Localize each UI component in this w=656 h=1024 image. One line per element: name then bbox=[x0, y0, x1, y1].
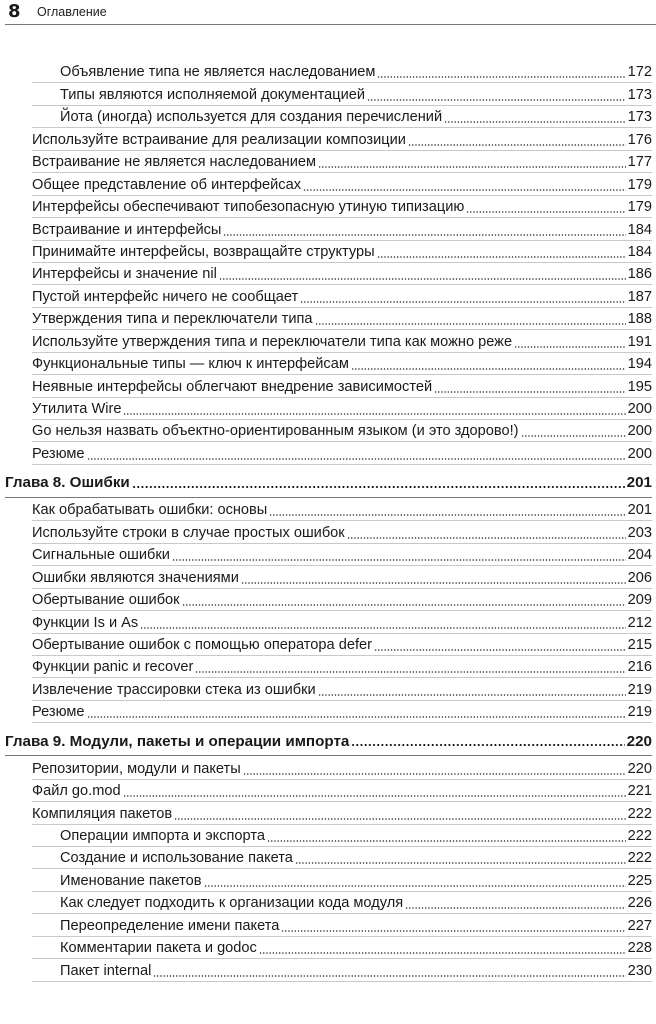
toc-entry-page: 216 bbox=[627, 659, 652, 676]
toc-entry bbox=[0, 564, 656, 586]
toc-entry-title: Обертывание ошибок с помощью оператора defer bbox=[32, 636, 372, 653]
dot-leader bbox=[377, 256, 626, 258]
toc-entry-page: 173 bbox=[627, 86, 652, 103]
dot-leader bbox=[172, 559, 626, 561]
dot-leader bbox=[174, 818, 625, 820]
toc-entry bbox=[0, 440, 656, 462]
toc-entry-page: 179 bbox=[627, 176, 652, 193]
running-title: Оглавление bbox=[37, 5, 107, 19]
toc-entry bbox=[0, 867, 656, 889]
dot-leader bbox=[300, 301, 625, 303]
toc-entry-page: 184 bbox=[627, 221, 652, 238]
dot-leader bbox=[315, 323, 626, 325]
toc-entry-page: 184 bbox=[627, 243, 652, 260]
toc-entry-page: 172 bbox=[627, 64, 652, 81]
toc-entry-title: Пустой интерфейс ничего не сообщает bbox=[32, 288, 299, 305]
toc-entry-page: 206 bbox=[627, 569, 652, 586]
dot-leader bbox=[204, 885, 626, 887]
toc-entry bbox=[0, 778, 656, 800]
toc-entry bbox=[0, 912, 656, 934]
toc-entry-page: 204 bbox=[627, 547, 652, 564]
toc-entry-title: Пакет internal bbox=[60, 962, 152, 979]
dot-leader bbox=[318, 694, 626, 696]
toc-entry-title: Обертывание ошибок bbox=[32, 592, 180, 609]
toc-entry bbox=[0, 654, 656, 676]
toc-entry-title: Ошибки являются значениями bbox=[32, 569, 239, 586]
toc-entry-title: Go нельзя назвать объектно-ориентированным языком (и это здорово!) bbox=[32, 423, 519, 440]
toc-entry-page: 215 bbox=[627, 636, 652, 653]
toc-entry-page: 200 bbox=[627, 401, 652, 417]
dot-leader bbox=[466, 211, 625, 213]
toc-entry bbox=[0, 328, 656, 350]
dot-leader bbox=[195, 671, 625, 673]
toc-entry-page: 228 bbox=[627, 940, 652, 957]
toc-entry-title: Функции Is и As bbox=[32, 614, 139, 631]
dot-leader bbox=[87, 716, 626, 718]
toc-entry-page: 177 bbox=[627, 154, 652, 171]
toc-entry-title: Принимайте интерфейсы, возвращайте структуры bbox=[32, 243, 375, 260]
toc-entry-title: Встраивание и интерфейсы bbox=[32, 221, 222, 238]
toc-entry-page: 220 bbox=[627, 760, 652, 777]
toc-entry-title: Встраивание не является наследованием bbox=[32, 154, 317, 171]
toc-entry bbox=[0, 171, 656, 193]
toc-entry bbox=[0, 216, 656, 238]
toc-entry bbox=[0, 519, 656, 541]
toc-entry bbox=[0, 59, 656, 81]
toc-entry-page: 221 bbox=[627, 783, 652, 800]
dot-leader bbox=[243, 773, 626, 775]
toc-entry bbox=[0, 542, 656, 564]
toc-entry bbox=[0, 396, 656, 418]
toc-entry-title: Объявление типа не является наследованием bbox=[60, 64, 376, 81]
dot-leader bbox=[347, 537, 626, 539]
dot-leader bbox=[408, 144, 626, 146]
toc-entry bbox=[0, 890, 656, 912]
toc-entry-title: Создание и использование пакета bbox=[60, 850, 293, 867]
running-header bbox=[5, 0, 656, 25]
toc-entry-page: 191 bbox=[627, 333, 652, 350]
toc-entry-page: 230 bbox=[627, 962, 652, 979]
toc-entry-title: Используйте встраивание для реализации композиции bbox=[32, 131, 406, 148]
toc-entry-page: 187 bbox=[627, 288, 652, 305]
toc-entry-page: 188 bbox=[627, 311, 652, 328]
dot-leader bbox=[374, 649, 626, 651]
toc-entry-page: 195 bbox=[627, 378, 652, 395]
dot-leader bbox=[514, 346, 626, 348]
toc-entry bbox=[0, 632, 656, 654]
toc-entry-page: 179 bbox=[627, 199, 652, 216]
toc-entry bbox=[0, 676, 656, 698]
toc-entry-title: Компиляция пакетов bbox=[32, 805, 173, 822]
toc-entry-page: 219 bbox=[627, 704, 652, 721]
toc-entry-page: 209 bbox=[627, 592, 652, 609]
toc-entry-title: Резюме bbox=[32, 445, 85, 462]
dot-leader bbox=[153, 975, 625, 977]
toc-entry-title: Сигнальные ошибки bbox=[32, 547, 170, 564]
toc-entry-title: Функциональные типы — ключ к интерфейсам bbox=[32, 356, 349, 373]
toc-entry-title: Интерфейсы и значение nil bbox=[32, 266, 217, 283]
toc-entry-title: Резюме bbox=[32, 704, 85, 721]
toc-entry-page: 194 bbox=[627, 356, 652, 373]
toc-entry-title: Глава 8. Ошибки bbox=[5, 474, 130, 492]
toc-entry-page: 219 bbox=[627, 681, 652, 698]
toc-chapter-entry bbox=[0, 463, 656, 497]
dot-leader bbox=[351, 744, 624, 746]
dot-leader bbox=[351, 368, 626, 370]
toc-entry bbox=[0, 497, 656, 519]
toc-entry-title: Именование пакетов bbox=[60, 872, 202, 889]
toc-entry bbox=[0, 845, 656, 867]
dot-leader bbox=[377, 76, 625, 78]
toc-entry-page: 226 bbox=[627, 895, 652, 912]
toc-entry-title: Используйте утверждения типа и переключатели типа как можно реже bbox=[32, 333, 513, 350]
toc-entry bbox=[0, 261, 656, 283]
toc-entry bbox=[0, 823, 656, 845]
dot-leader bbox=[132, 486, 625, 488]
dot-leader bbox=[241, 582, 626, 584]
dot-leader bbox=[367, 99, 626, 101]
toc-entry bbox=[0, 194, 656, 216]
page-number: 8 bbox=[8, 1, 21, 22]
toc-entry bbox=[0, 239, 656, 261]
dot-leader bbox=[444, 121, 626, 123]
dot-leader bbox=[182, 604, 626, 606]
toc-entry-title: Неявные интерфейсы облегчают внедрение зависимостей bbox=[32, 378, 433, 395]
toc-entry bbox=[0, 126, 656, 148]
toc-entry bbox=[0, 373, 656, 395]
toc-entry-title: Используйте строки в случае простых ошибок bbox=[32, 524, 345, 541]
toc-entry-page: 173 bbox=[627, 109, 652, 126]
toc-entry-title: Извлечение трассировки стека из ошибки bbox=[32, 681, 316, 698]
dot-leader bbox=[303, 189, 626, 191]
toc-entry-title: Типы являются исполняемой документацией bbox=[60, 86, 366, 103]
toc-entry-page: 186 bbox=[627, 266, 652, 283]
dot-leader bbox=[405, 907, 626, 909]
toc-entry-title: Общее представление об интерфейсах bbox=[32, 176, 302, 193]
toc-entry bbox=[0, 149, 656, 171]
dot-leader bbox=[123, 413, 625, 415]
toc-entry-page: 201 bbox=[627, 502, 652, 519]
dot-leader bbox=[87, 458, 626, 460]
toc-entry-page: 222 bbox=[627, 805, 652, 822]
toc-entry bbox=[0, 283, 656, 305]
toc-entry-page: 201 bbox=[626, 474, 652, 492]
toc-entry bbox=[0, 957, 656, 979]
toc-entry-page: 227 bbox=[627, 917, 652, 934]
toc-entry-page: 225 bbox=[627, 872, 652, 889]
dot-leader bbox=[269, 514, 625, 516]
dot-leader bbox=[295, 862, 626, 864]
toc-entry bbox=[0, 755, 656, 777]
toc-entry-title: Как следует подходить к организации кода модуля bbox=[60, 895, 404, 912]
toc-entry-page: 220 bbox=[626, 732, 652, 750]
toc-entry bbox=[0, 699, 656, 721]
toc-entry-page: 222 bbox=[627, 850, 652, 867]
dot-leader bbox=[223, 234, 625, 236]
toc-entry bbox=[0, 351, 656, 373]
toc-entry-page: 212 bbox=[627, 614, 652, 631]
dot-leader bbox=[123, 795, 626, 797]
toc-entry-page: 203 bbox=[627, 524, 652, 541]
toc-entry bbox=[0, 609, 656, 631]
toc-entry-page: 200 bbox=[627, 445, 652, 462]
toc-entry-title: Переопределение имени пакета bbox=[60, 917, 280, 934]
toc-entry-page: 222 bbox=[627, 828, 652, 844]
dot-leader bbox=[318, 166, 626, 168]
dot-leader bbox=[521, 435, 626, 437]
toc-entry-title: Файл go.mod bbox=[32, 783, 121, 800]
toc-entry bbox=[0, 935, 656, 957]
toc-entry bbox=[0, 306, 656, 328]
dot-leader bbox=[140, 627, 625, 629]
dot-leader bbox=[281, 930, 625, 932]
toc-chapter-entry bbox=[0, 721, 656, 755]
toc-entry-title: Утверждения типа и переключатели типа bbox=[32, 311, 313, 328]
toc-entry bbox=[0, 800, 656, 822]
toc-entry-title: Интерфейсы обеспечивают типобезопасную утиную типизацию bbox=[32, 199, 465, 216]
toc-entry-page: 200 bbox=[627, 423, 652, 440]
toc-entry-title: Операции импорта и экспорта bbox=[60, 828, 265, 844]
toc-entry bbox=[0, 418, 656, 440]
dot-leader bbox=[267, 840, 626, 842]
toc-entry-page: 176 bbox=[627, 131, 652, 148]
toc-entry-title: Йота (иногда) используется для создания перечислений bbox=[60, 109, 443, 126]
toc-entry-title: Комментарии пакета и godoc bbox=[60, 940, 257, 957]
toc-entry-title: Утилита Wire bbox=[32, 401, 122, 417]
table-of-contents bbox=[0, 59, 656, 980]
toc-entry bbox=[0, 587, 656, 609]
toc-entry bbox=[0, 104, 656, 126]
toc-entry-title: Как обрабатывать ошибки: основы bbox=[32, 502, 268, 519]
toc-entry bbox=[0, 81, 656, 103]
toc-entry-title: Глава 9. Модули, пакеты и операции импорта bbox=[5, 732, 350, 750]
dot-leader bbox=[259, 952, 626, 954]
dot-leader bbox=[434, 391, 626, 393]
toc-entry-title: Репозитории, модули и пакеты bbox=[32, 760, 241, 777]
dot-leader bbox=[219, 278, 626, 280]
toc-entry-title: Функции panic и recover bbox=[32, 659, 194, 676]
